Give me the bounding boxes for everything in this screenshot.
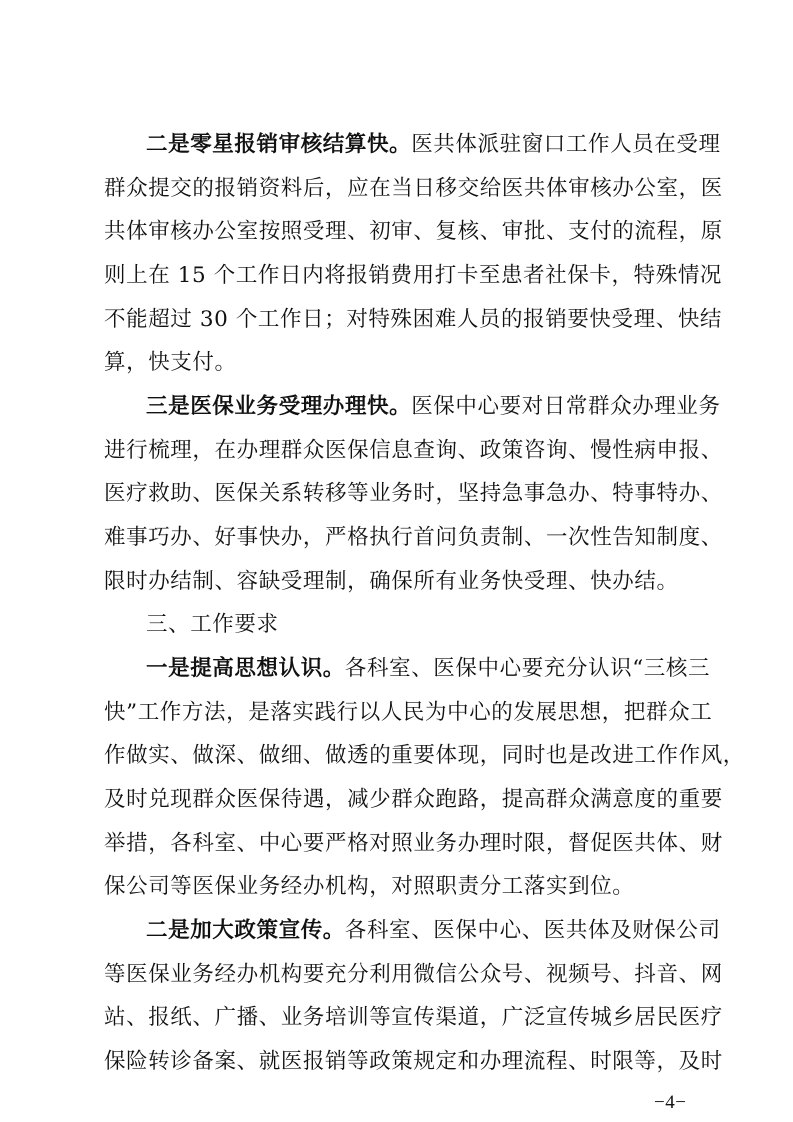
paragraph-1-line-4: 则上在 15 个工作日内将报销费用打卡至患者社保卡，特殊情况 xyxy=(104,263,723,288)
paragraph-2-line-1 xyxy=(146,390,721,424)
paragraph-4-lead: 二是加大政策宣传。 xyxy=(146,918,345,943)
paragraph-3-line-6: 保公司等医保业务经办机构，对照职责分工落实到位。 xyxy=(104,874,635,900)
paragraph-1-line-1 xyxy=(146,128,721,162)
paragraph-1-line-6: 算，快支付。 xyxy=(104,350,237,376)
page-number: −4− xyxy=(654,1092,687,1113)
paragraph-1-line-3: 共体审核办公室按照受理、初审、复核、审批、支付的流程，原 xyxy=(104,219,723,245)
paragraph-1-line-2: 群众提交的报销资料后，应在当日移交给医共体审核办公室，医 xyxy=(104,175,723,201)
paragraph-3-lead: 一是提高思想认识。 xyxy=(146,656,345,681)
paragraph-3-line-3: 作做实、做深、做细、做透的重要体现，同时也是改进工作作风， xyxy=(104,743,745,769)
paragraph-4-line-3: 站、报纸、广播、业务培训等宣传渠道，广泛宣传城乡居民医疗 xyxy=(104,1005,723,1031)
paragraph-4-line-1 xyxy=(146,914,721,948)
paragraph-2-line-3: 医疗救助、医保关系转移等业务时，坚持急事急办、特事特办、 xyxy=(104,481,723,507)
paragraph-2-line-5: 限时办结制、容缺受理制，确保所有业务快受理、快办结。 xyxy=(104,568,679,594)
paragraph-2-line-4: 难事巧办、好事快办，严格执行首问负责制、一次性告知制度、 xyxy=(104,525,723,550)
paragraph-2-first-line: 医保中心要对日常群众办理业务 xyxy=(411,394,721,419)
paragraph-3-line-1 xyxy=(146,652,711,686)
paragraph-1-line-5: 不能超过 30 个工作日；对特殊困难人员的报销要快受理、快结 xyxy=(104,306,723,332)
paragraph-4-line-4: 保险转诊备案、就医报销等政策规定和办理流程、时限等，及时 xyxy=(104,1049,723,1074)
section-heading: 三、工作要求 xyxy=(146,612,279,638)
paragraph-1-first-line: 医共体派驻窗口工作人员在受理 xyxy=(411,132,721,157)
paragraph-2-line-2: 进行梳理，在办理群众医保信息查询、政策咨询、慢性病申报、 xyxy=(104,437,723,463)
paragraph-2-lead: 三是医保业务受理办理快。 xyxy=(146,394,412,419)
paragraph-4-line-2: 等医保业务经办机构要充分利用微信公众号、视频号、抖音、网 xyxy=(104,961,723,987)
paragraph-4-first-line: 各科室、医保中心、医共体及财保公司 xyxy=(344,918,721,943)
paragraph-3-line-4: 及时兑现群众医保待遇，减少群众跑路，提高群众满意度的重要 xyxy=(104,787,723,812)
paragraph-3-line-2: 快”工作方法，是落实践行以人民为中心的发展思想，把群众工 xyxy=(104,699,713,725)
paragraph-3-first-line: 各科室、医保中心要充分认识“三核三 xyxy=(344,656,711,681)
paragraph-3-line-5: 举措，各科室、中心要严格对照业务办理时限，督促医共体、财 xyxy=(104,830,723,856)
paragraph-1-lead: 二是零星报销审核结算快。 xyxy=(146,132,412,157)
